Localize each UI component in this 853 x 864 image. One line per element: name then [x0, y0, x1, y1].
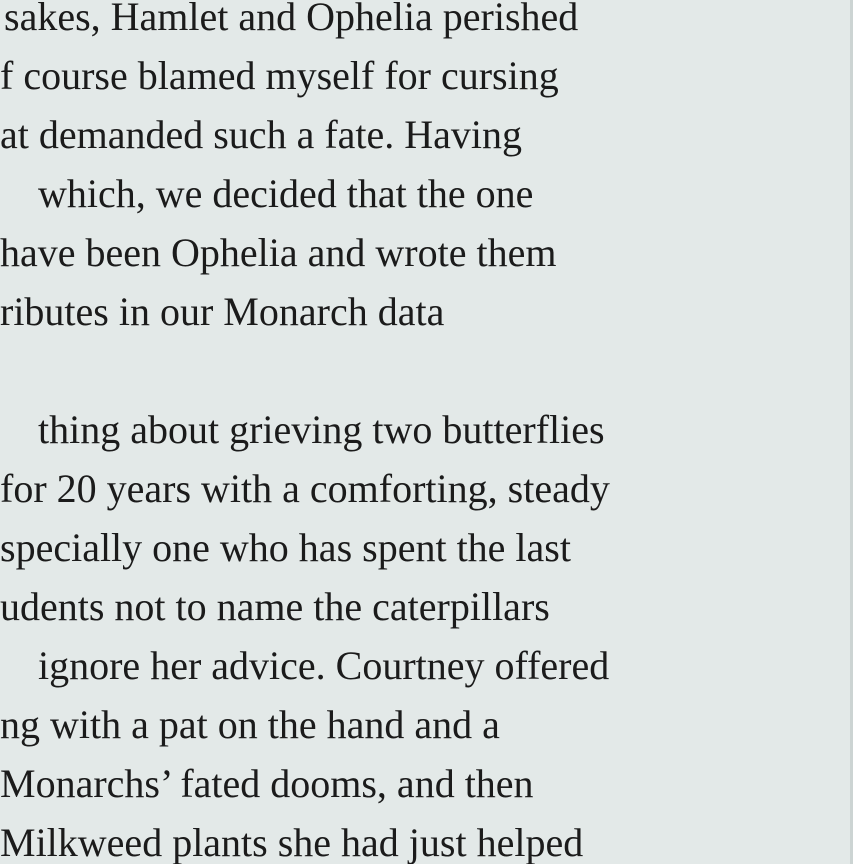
text-line-3: at demanded such a fate. Having	[0, 112, 523, 157]
text-line-12: ignore her advice. Courtney offered	[38, 643, 610, 688]
text-line-9: for 20 years with a comforting, steady	[0, 466, 610, 511]
text-line-1: sakes, Hamlet and Ophelia perished	[4, 0, 579, 39]
text-line-5: have been Ophelia and wrote them	[0, 230, 557, 275]
text-line-11: udents not to name the caterpillars	[0, 584, 550, 629]
text-line-13: ng with a pat on the hand and a	[0, 702, 500, 747]
text-line-2: f course blamed myself for cursing	[0, 53, 559, 98]
text-line-6: ributes in our Monarch data	[0, 289, 445, 334]
text-line-4: which, we decided that the one	[38, 171, 534, 216]
text-line-14: Monarchs’ fated dooms, and then	[0, 761, 534, 806]
text-line-15: Milkweed plants she had just helped	[0, 820, 584, 864]
text-line-8: thing about grieving two butterflies	[38, 407, 605, 452]
text-line-10: specially one who has spent the last	[0, 525, 571, 570]
